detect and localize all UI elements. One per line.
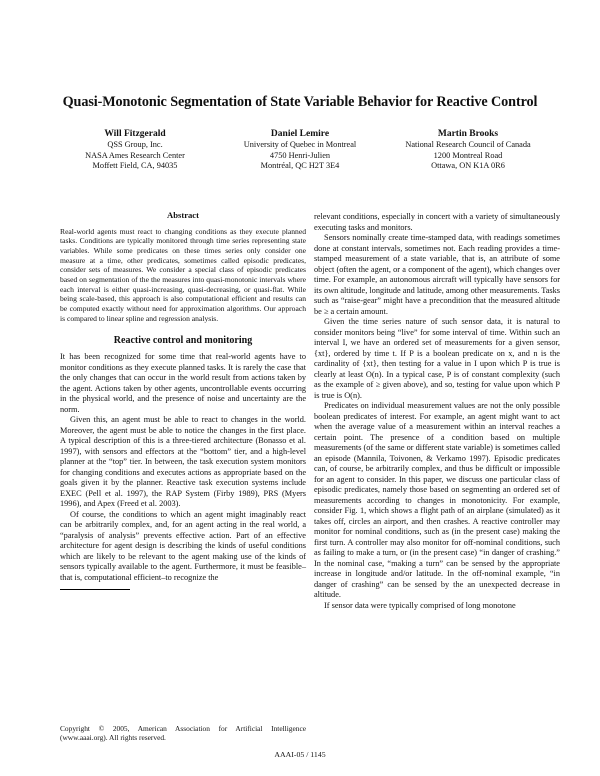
right-column <box>314 212 560 611</box>
author-name: Martin Brooks <box>437 129 499 139</box>
author-block-3 <box>378 128 558 172</box>
left-column <box>60 210 306 590</box>
author-affiliation: 1200 Montreal Road <box>433 150 503 160</box>
author-name: Will Fitzgerald <box>104 129 166 139</box>
author-affiliation: QSS Group, Inc. <box>107 140 163 149</box>
author-address: Ottawa, ON K1A 0R6 <box>431 161 505 171</box>
abstract-text: Real-world agents must react to changing conditions as they execute planned tasks. Conditions are typically monitored through time series representing state variables. While some predicates on these times series only consider one measure at a time, other predicates, sometimes called episodic predicates, consider sets of measures. We consider a special class of episodic predicates based on segmentation of the the measures into quasi-monotonic intervals where each interval is either quasi-increasing, quasi-decreasing, or quasi-flat. While being scale-based, this approach is also computational efficient and results can be computed exactly without need for approximation algorithms. Our approach is compared to linear spline and regression analysis. <box>60 226 306 323</box>
body-paragraph: Predicates on individual measurement values are not the only possible boolean predicates of interest. For example, an agent might want to act when the average value of a measurement within an interval reaches a certain point. The presence of a condition based on multiple measurements (of the same or different state variable) is sometimes called an episode (Mannila, Toivonen, & Verkamo 1997). Episodic predicates can, of course, be arbitrarily complex, and thus be difficult or impossible for an agent to consider. In this paper, we discuss one particular class of episodic predicates, namely those based on segmenting an ordered set of measurements according to changes in monotonicity. For example, consider Fig. 1, which shows a flight path of an airplane (simulated) as it takes off, circles an airport, and then crashes. A reactive controller may monitor for nominal conditions, such as (in the present case) making the first turn. A controller may also monitor for off-nominal conditions, such as failing to make a turn, or (in the present case) “in danger of crashing.” In the nominal case, “making a turn” can be sensed by the appropriate increase in longitude and/or latitude. In the off-nominal example, “in danger of crashing” can be sensed by the an unexpected decrease in altitude. <box>314 401 560 599</box>
body-paragraph: Of course, the conditions to which an agent might imaginably react can be arbitrarily complex, and, for an agent acting in the real world, a “paralysis of analysis” prevents effective action. Part of an effective architecture for agent design is describing the kinds of useful conditions which are likely to be relevant to the agent making use of the kinds of sensors typically available to the agent. Furthermore, it must be feasible–that is, computational efficient–to recognize the <box>60 509 306 582</box>
author-block-1 <box>60 128 210 172</box>
paper-title: Quasi-Monotonic Segmentation of State Variable Behavior for Reactive Control <box>62 94 538 110</box>
body-paragraph: Given this, an agent must be able to react to changes in the world. Moreover, the agent must be able to notice the changes in the first place. A typical description of this is a three-tiered architecture (Bonasso et al. 1997), with sensors and effectors at the “bottom” tier, and a high-level planner at the “top” tier. In between, the task execution system monitors for changing conditions and executes actions as appropriate based on the goals given it by the planner. Reactive task execution systems include EXEC (Pell et al. 1997), the RAP System (Firby 1989), PRS (Myers 1996), and Apex (Freed et al. 2003). <box>60 415 306 509</box>
body-paragraph: Sensors nominally create time-stamped data, with readings sometimes done at constant intervals, sometimes not. Each reading provides a time-stamped measurement of a state variable, that is, an attribute of some object (often the agent, or a component of the agent), which changes over time. For example, an autonomous aircraft will typically have sensors for its own altitude, longitude and latitude, among other measurements. Tasks such as “raise-gear” might have a precondition that the measured altitude be ≥ a certain amount. <box>314 233 560 316</box>
section-heading: Reactive control and monitoring <box>113 334 253 346</box>
author-affiliation: National Research Council of Canada <box>405 140 531 149</box>
author-block-2 <box>224 128 376 172</box>
body-paragraph: If sensor data were typically comprised of long monotone <box>324 600 516 610</box>
author-affiliation: 4750 Henri-Julien <box>269 150 331 160</box>
copyright-notice: Copyright © 2005, American Association for Artificial Intelligence (www.aaai.org). All rights reserved. <box>60 724 306 743</box>
author-address: Montréal, QC H2T 3E4 <box>260 161 340 171</box>
author-name: Daniel Lemire <box>270 129 330 139</box>
body-paragraph: relevant conditions, especially in concert with a variety of simultaneously executing tasks and monitors. <box>314 212 560 232</box>
abstract-heading: Abstract <box>167 210 199 220</box>
author-affiliation: University of Quebec in Montreal <box>243 140 357 149</box>
body-paragraph: Given the time series nature of such sensor data, it is natural to consider monitors being “live” for some interval of time. Within such an interval I, we have an ordered set of measurements for a given sensor, {xt}, ordered by time t. If P is a boolean predicate on x, and n is the cardinality of {xt}, then testing for a value in I upon which P is true is clearly at least O(n). In a typical case, P is of constant complexity (such as the example of ≥ given above), and so, testing for value upon which P is true is O(n). <box>314 317 560 400</box>
author-address: Moffett Field, CA, 94035 <box>92 161 178 171</box>
page-footer: AAAI-05 / 1145 <box>274 750 326 759</box>
body-paragraph: It has been recognized for some time that real-world agents have to monitor conditions as they execute planned tasks. It is rarely the case that the only changes that can occur in the world result from actions taken by the agent. Actions taken by other agents, uncontrollable events occurring in the physical world, and the presence of noise and uncertainty are the norm. <box>60 352 306 414</box>
author-affiliation: NASA Ames Research Center <box>85 150 185 160</box>
footnote-rule <box>60 589 130 590</box>
